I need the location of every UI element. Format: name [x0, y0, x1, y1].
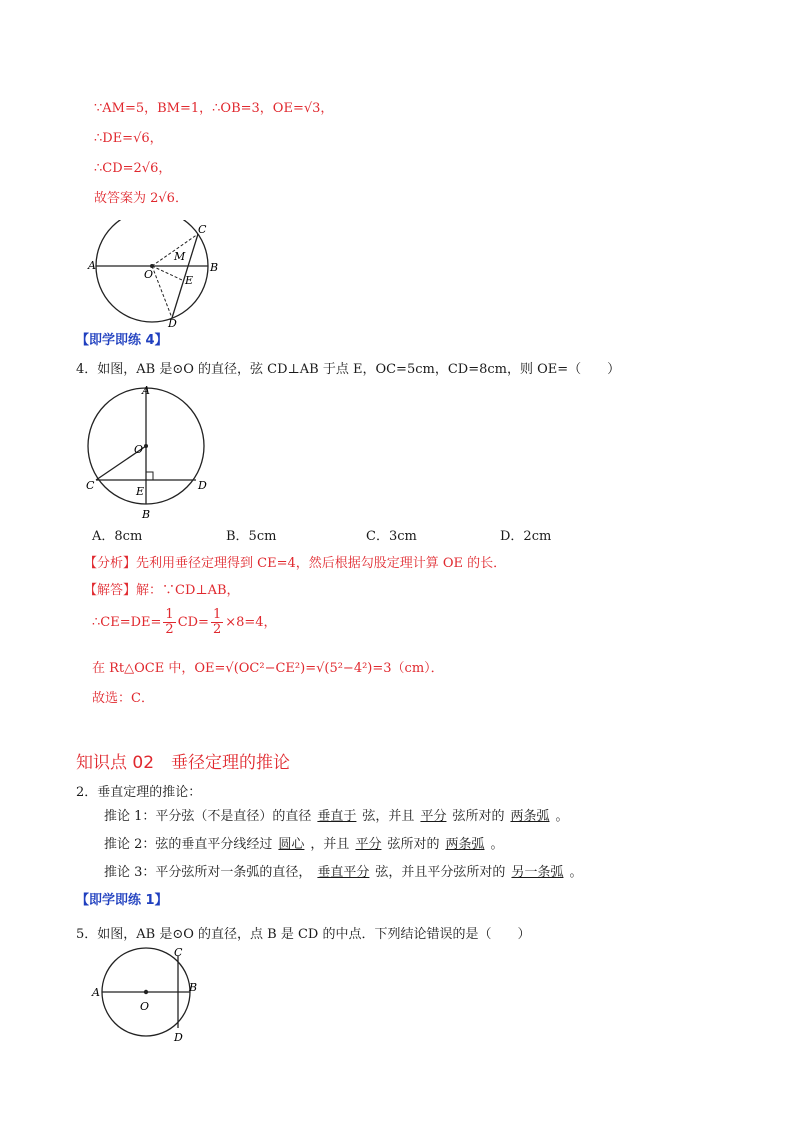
option-a: A．8cm [92, 529, 143, 544]
figure-2 [84, 382, 214, 522]
fraction-half-2 [211, 608, 223, 637]
c1-blank-3: 两条弧 [510, 809, 550, 824]
corollary-3 [104, 864, 582, 882]
c2-text-c: ，并且 [310, 837, 350, 852]
c1-text-e: 。 [555, 809, 569, 824]
fig1-label-m: M [174, 250, 186, 263]
fig1-label-d: D [168, 317, 177, 330]
fraction-half-1 [163, 608, 175, 637]
fig3-label-c: C [174, 946, 183, 959]
fig1-label-b: B [210, 261, 219, 274]
fig1-label-c: C [198, 223, 207, 236]
solution-step-2: 在 Rt△OCE 中，OE=√(OC²−CE²)=√(5²−4²)=3（cm）． [92, 661, 444, 676]
c3-blank-1: 垂直平分 [317, 865, 370, 880]
c1-text-c: 弦，并且 [362, 809, 415, 824]
fig2-label-a: A [142, 384, 150, 397]
figure-1 [86, 220, 226, 330]
c2-text-a: 推论 2：弦的垂直平分线经过 [104, 837, 273, 852]
question-5-stem: 5．如图，AB 是⊙O 的直径，点 B 是 CD 的中点．下列结论错误的是（ ） [76, 927, 531, 942]
section-title: 知识点 02 垂径定理的推论 [76, 753, 291, 773]
fig3-label-a: A [92, 986, 100, 999]
option-b: B．5cm [226, 529, 277, 544]
conclusion: 故选：C． [92, 691, 154, 706]
practice-4-header: 【即学即练 4】 [76, 333, 168, 348]
c2-text-e: 。 [490, 837, 504, 852]
c1-text-a: 推论 1：平分弦（不是直径）的直径 [104, 809, 312, 824]
fig2-label-c: C [86, 479, 95, 492]
solution-line-4: 故答案为 2√6． [94, 191, 188, 206]
c2-blank-1: 圆心 [278, 837, 305, 852]
step1-suffix: ×8=4， [225, 615, 277, 630]
frac-den-2: 2 [212, 622, 222, 637]
step1-mid: CD= [177, 615, 209, 630]
fig3-label-d: D [174, 1031, 183, 1044]
solution-line-1: ∵AM=5，BM=1，∴OB=3，OE=√3， [94, 101, 334, 116]
corollary-1 [104, 808, 569, 826]
c1-text-d: 弦所对的 [452, 809, 505, 824]
option-c: C．3cm [366, 529, 417, 544]
fig2-label-o: O [134, 443, 144, 456]
c2-text-d: 弦所对的 [387, 837, 440, 852]
c2-blank-3: 两条弧 [445, 837, 485, 852]
fig1-label-a: A [88, 259, 96, 272]
fig3-label-b: B [189, 981, 198, 994]
c3-text-a: 推论 3：平分弦所对一条弧的直径， [104, 865, 312, 880]
frac-num-2: 1 [212, 607, 222, 622]
c3-text-c: 弦，并且平分弦所对的 [375, 865, 506, 880]
c1-blank-1: 垂直于 [317, 809, 357, 824]
corollary-intro: 2．垂直定理的推论： [76, 785, 202, 800]
solution-step-1 [92, 608, 277, 637]
step1-prefix: ∴CE=DE= [92, 615, 162, 630]
fig1-label-o: O [144, 268, 154, 281]
solution-line-3: ∴CD=2√6， [94, 161, 172, 176]
c3-blank-2: 另一条弧 [511, 865, 564, 880]
corollary-2 [104, 836, 504, 854]
frac-num-1: 1 [165, 607, 174, 622]
fig1-label-e: E [185, 274, 194, 287]
answer-label: 【解答】解：∵CD⊥AB， [84, 583, 240, 598]
option-d: D．2cm [500, 529, 552, 544]
frac-den-1: 2 [165, 622, 174, 637]
figure-3 [90, 946, 210, 1046]
fig2-label-e: E [136, 485, 145, 498]
practice-1-header: 【即学即练 1】 [76, 893, 168, 908]
solution-line-2: ∴DE=√6， [94, 131, 163, 146]
question-4-stem: 4．如图，AB 是⊙O 的直径，弦 CD⊥AB 于点 E，OC=5cm，CD=8cm，则 OE=（ ） [76, 362, 621, 377]
fig3-label-o: O [140, 1000, 150, 1013]
fig2-label-d: D [198, 479, 207, 492]
c3-text-e: 。 [569, 865, 583, 880]
c2-blank-2: 平分 [355, 837, 382, 852]
analysis: 【分析】先利用垂径定理得到 CE=4，然后根据勾股定理计算 OE 的长． [84, 556, 507, 571]
fig2-label-b: B [142, 508, 151, 521]
c1-blank-2: 平分 [420, 809, 447, 824]
